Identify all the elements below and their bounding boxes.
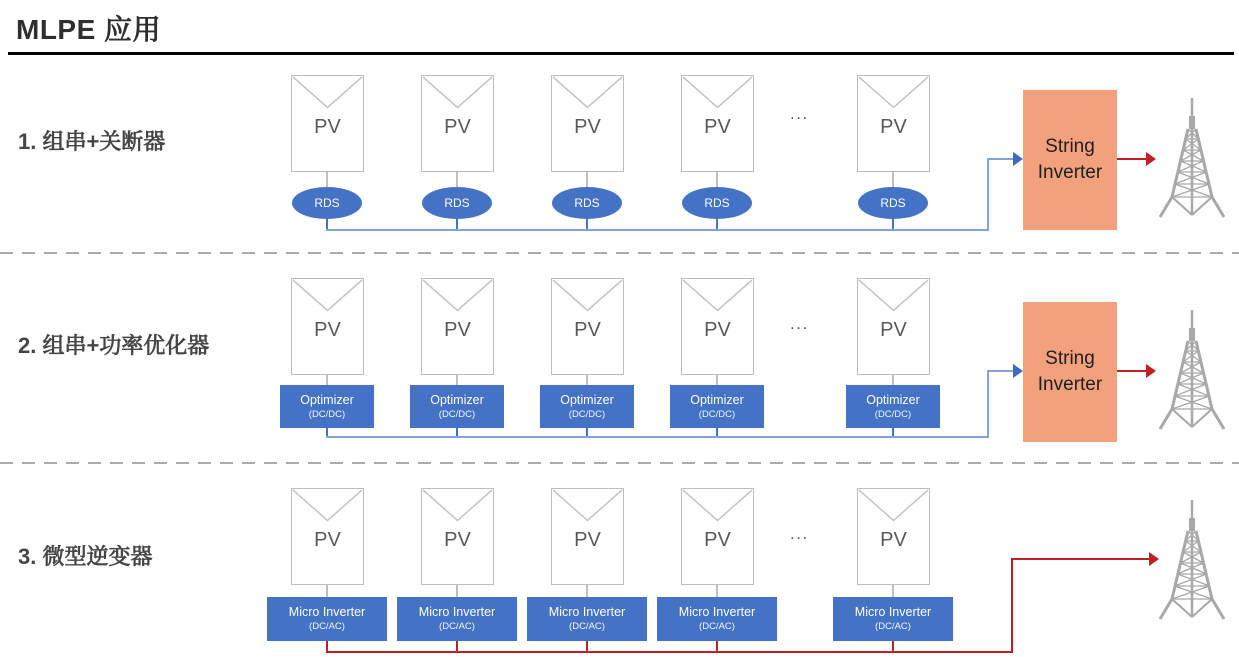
pv-module — [857, 488, 930, 585]
title-underline — [8, 52, 1234, 55]
pv-chevron-icon — [858, 279, 929, 312]
rds-device — [682, 187, 752, 219]
pv-label: PV — [314, 529, 341, 551]
optimizer-label: Optimizer — [866, 392, 920, 407]
micro-inverter-label: Micro Inverter — [854, 605, 932, 620]
pv-chevron-icon — [552, 489, 623, 522]
micro-inverter-label: Micro Inverter — [288, 605, 366, 620]
pv-label: PV — [574, 319, 601, 341]
optimizer-sublabel: (DC/DC) — [698, 408, 736, 420]
optimizer-label: Optimizer — [690, 392, 744, 407]
pv-label: PV — [444, 529, 471, 551]
micro-inverter-sublabel: (DC/AC) — [569, 621, 605, 633]
pv-label: PV — [704, 529, 731, 551]
transmission-tower-icon — [1156, 308, 1228, 430]
dc-bus-line — [326, 229, 989, 231]
ac-line — [1117, 370, 1147, 372]
pv-label: PV — [704, 319, 731, 341]
micro-inverter-label: Micro Inverter — [548, 605, 626, 620]
optimizer-device — [670, 385, 764, 428]
row-separator-1 — [0, 252, 1239, 254]
rds-device — [552, 187, 622, 219]
connector-line — [892, 172, 894, 187]
micro-inverter-sublabel: (DC/AC) — [309, 621, 345, 633]
pv-module — [291, 75, 364, 172]
row-separator-2 — [0, 462, 1239, 464]
dc-bus-line — [987, 158, 1015, 160]
arrowhead-icon — [1013, 364, 1023, 378]
optimizer-device — [410, 385, 504, 428]
connector-line — [892, 585, 894, 597]
transmission-tower-icon — [1156, 96, 1228, 218]
pv-label: PV — [444, 319, 471, 341]
micro-inverter-device — [397, 597, 517, 641]
micro-inverter-sublabel: (DC/AC) — [875, 621, 911, 633]
dc-bus-line — [326, 436, 989, 438]
micro-inverter-label: Micro Inverter — [678, 605, 756, 620]
rds-label: RDS — [880, 196, 906, 210]
pv-label: PV — [444, 116, 471, 138]
pv-module — [681, 278, 754, 375]
optimizer-device — [540, 385, 634, 428]
page-title: MLPE 应用 — [16, 14, 162, 45]
ac-bus-line — [1011, 558, 1150, 560]
connector-line — [326, 585, 328, 597]
pv-label: PV — [704, 116, 731, 138]
connector-line — [456, 585, 458, 597]
connector-line — [716, 585, 718, 597]
rds-label: RDS — [574, 196, 600, 210]
dc-bus-line — [987, 370, 1015, 372]
pv-chevron-icon — [552, 76, 623, 109]
pv-label: PV — [574, 529, 601, 551]
rds-device — [422, 187, 492, 219]
pv-label: PV — [314, 116, 341, 138]
pv-module — [681, 488, 754, 585]
optimizer-sublabel: (DC/DC) — [568, 408, 606, 420]
micro-inverter-device — [267, 597, 387, 641]
optimizer-device — [280, 385, 374, 428]
pv-module — [421, 278, 494, 375]
string-inverter-label-line2: Inverter — [1037, 162, 1103, 183]
pv-chevron-icon — [292, 279, 363, 312]
pv-chevron-icon — [422, 279, 493, 312]
pv-chevron-icon — [682, 279, 753, 312]
pv-chevron-icon — [422, 76, 493, 109]
optimizer-device — [846, 385, 940, 428]
connector-line — [586, 172, 588, 187]
rds-label: RDS — [704, 196, 730, 210]
connector-line — [586, 585, 588, 597]
pv-chevron-icon — [858, 76, 929, 109]
ac-bus-line — [1011, 558, 1013, 653]
ac-line — [1117, 158, 1147, 160]
pv-module — [291, 488, 364, 585]
micro-inverter-sublabel: (DC/AC) — [439, 621, 475, 633]
transmission-tower-icon — [1156, 498, 1228, 620]
string-inverter-label-line1: String — [1045, 136, 1095, 158]
micro-inverter-device — [527, 597, 647, 641]
micro-inverter-device — [833, 597, 953, 641]
pv-chevron-icon — [682, 489, 753, 522]
pv-module — [421, 75, 494, 172]
ellipsis: ... — [790, 314, 809, 333]
string-inverter-label-line1: String — [1045, 348, 1095, 370]
rds-device — [858, 187, 928, 219]
pv-label: PV — [880, 529, 907, 551]
rds-label: RDS — [444, 196, 470, 210]
micro-inverter-sublabel: (DC/AC) — [699, 621, 735, 633]
row1-label: 1. 组串+关断器 — [18, 129, 166, 154]
pv-label: PV — [314, 319, 341, 341]
ellipsis: ... — [790, 104, 809, 123]
ac-bus-line — [326, 651, 1013, 653]
pv-chevron-icon — [858, 489, 929, 522]
row2-label: 2. 组串+功率优化器 — [18, 333, 210, 358]
optimizer-sublabel: (DC/DC) — [438, 408, 476, 420]
optimizer-label: Optimizer — [300, 392, 354, 407]
pv-chevron-icon — [422, 489, 493, 522]
arrowhead-icon — [1146, 364, 1156, 378]
arrowhead-icon — [1013, 152, 1023, 166]
pv-chevron-icon — [292, 489, 363, 522]
pv-module — [291, 278, 364, 375]
pv-label: PV — [880, 319, 907, 341]
micro-inverter-label: Micro Inverter — [418, 605, 496, 620]
optimizer-sublabel: (DC/DC) — [874, 408, 912, 420]
pv-module — [681, 75, 754, 172]
optimizer-label: Optimizer — [430, 392, 484, 407]
pv-module — [857, 278, 930, 375]
pv-module — [421, 488, 494, 585]
rds-label: RDS — [314, 196, 340, 210]
pv-chevron-icon — [552, 279, 623, 312]
connector-line — [716, 172, 718, 187]
pv-label: PV — [574, 116, 601, 138]
pv-chevron-icon — [682, 76, 753, 109]
ellipsis: ... — [790, 524, 809, 543]
connector-line — [456, 172, 458, 187]
pv-module — [551, 488, 624, 585]
pv-label: PV — [880, 116, 907, 138]
optimizer-label: Optimizer — [560, 392, 614, 407]
pv-module — [551, 278, 624, 375]
pv-chevron-icon — [292, 76, 363, 109]
connector-line — [326, 172, 328, 187]
dc-bus-line — [987, 370, 989, 438]
row3-label: 3. 微型逆变器 — [18, 544, 153, 569]
pv-module — [551, 75, 624, 172]
arrowhead-icon — [1146, 152, 1156, 166]
rds-device — [292, 187, 362, 219]
optimizer-sublabel: (DC/DC) — [308, 408, 346, 420]
string-inverter-label-line2: Inverter — [1037, 374, 1103, 395]
pv-module — [857, 75, 930, 172]
micro-inverter-device — [657, 597, 777, 641]
string-inverter — [1023, 90, 1117, 230]
dc-bus-line — [987, 158, 989, 231]
string-inverter — [1023, 302, 1117, 442]
